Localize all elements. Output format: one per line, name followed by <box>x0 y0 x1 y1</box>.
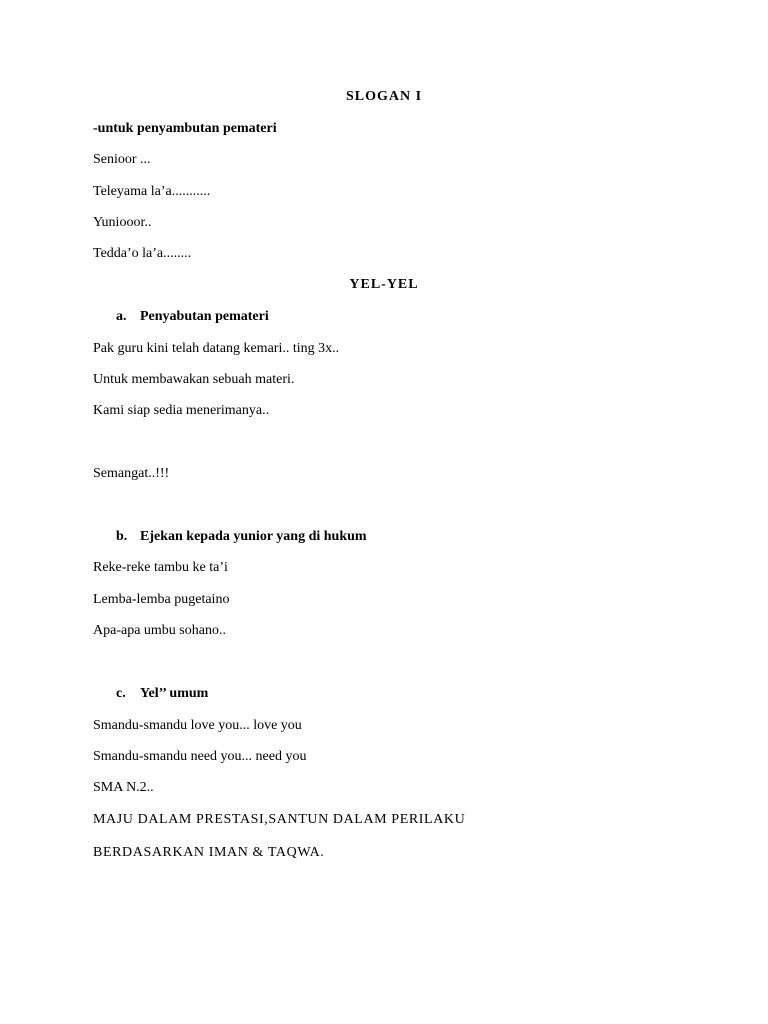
list-marker: a. <box>116 309 127 324</box>
yel-line: Smandu-smandu love you... love you <box>93 718 302 733</box>
yel-line: Pak guru kini telah datang kemari.. ting 3x.. <box>93 341 340 356</box>
section-heading-c <box>116 686 208 702</box>
section-heading-text: Ejekan kepada yunior yang di hukum <box>140 529 367 544</box>
yel-line: SMA N.2.. <box>93 780 154 795</box>
list-marker: b. <box>116 529 128 544</box>
yel-line: Untuk membawakan sebuah materi. <box>93 372 295 387</box>
slogan-line: Teleyama la’a........... <box>93 184 211 199</box>
yel-line-motto: BERDASARKAN IMAN & TAQWA. <box>93 845 325 860</box>
yel-line: Smandu-smandu need you... need you <box>93 749 307 764</box>
slogan-subtitle: -untuk penyambutan pemateri <box>93 121 277 136</box>
yel-line: Apa-apa umbu sohano.. <box>93 623 226 638</box>
list-marker: c. <box>116 686 126 701</box>
slogan-line: Yuniooor.. <box>93 215 152 230</box>
yel-line: Lemba-lemba pugetaino <box>93 592 230 607</box>
slogan-line: Senioor ... <box>93 152 151 167</box>
yel-line: Reke-reke tambu ke ta’i <box>93 560 228 575</box>
section-heading-a <box>116 309 269 325</box>
yel-line: Kami siap sedia menerimanya.. <box>93 403 270 418</box>
slogan-title: SLOGAN I <box>345 89 423 104</box>
section-heading-text: Penyabutan pemateri <box>140 309 269 324</box>
section-heading-text: Yel’’ umum <box>140 686 209 701</box>
section-heading-b <box>116 529 367 545</box>
yel-title: YEL-YEL <box>349 277 419 292</box>
yel-line-motto: MAJU DALAM PRESTASI,SANTUN DALAM PERILAKU <box>93 812 466 827</box>
slogan-line: Tedda’o la’a........ <box>93 246 192 261</box>
yel-line: Semangat..!!! <box>93 466 170 481</box>
